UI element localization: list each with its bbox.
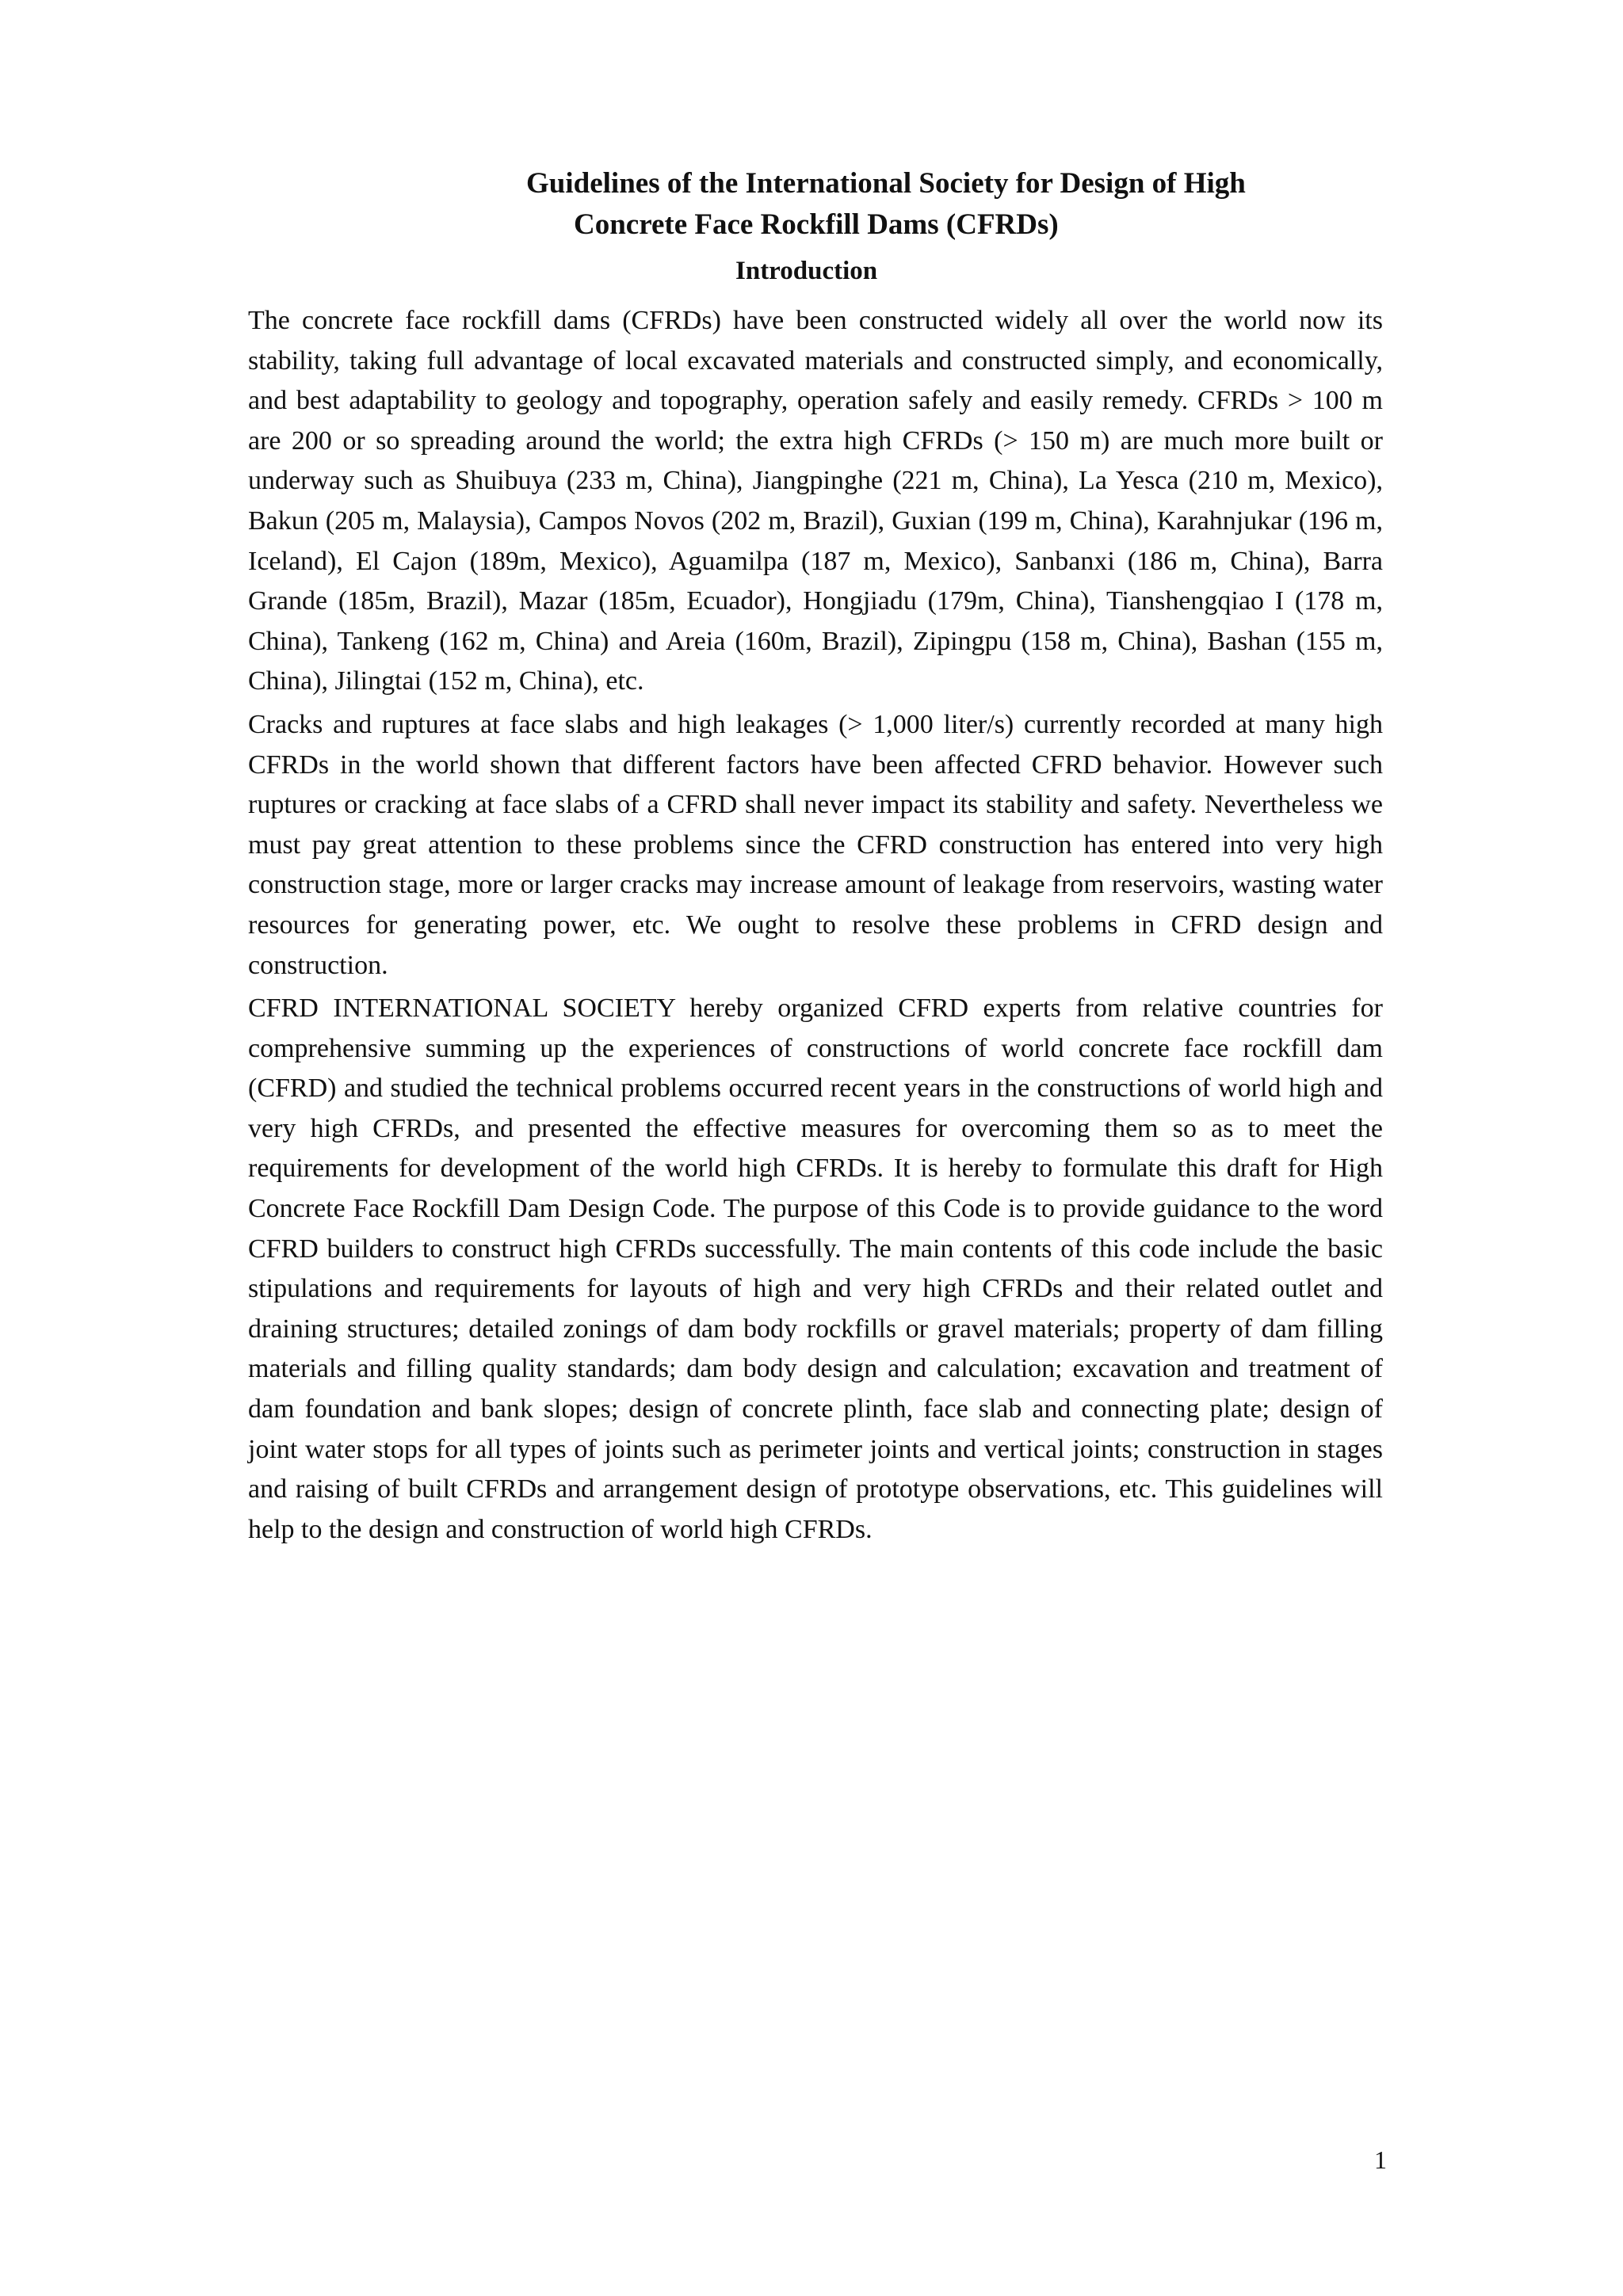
document-title-line-1: Guidelines of the International Society for Design of High [526, 167, 1246, 200]
section-heading-introduction: Introduction [735, 257, 878, 285]
paragraph-2: Cracks and ruptures at face slabs and high leakages (> 1,000 liter/s) currently recorded at many high CFRDs in the world shown that different factors have been affected CFRD behavior. However such ruptures or cracking at face slabs of a CFRD shall never impact its stability and safety. Nevertheless we must pay great attention to these problems since the CFRD construction has entered into very high construction stage, more or larger cracks may increase amount of leakage from reservoirs, wasting water resources for generating power, etc. We ought to resolve these problems in CFRD design and construction. [248, 709, 1383, 980]
paragraph-3: CFRD INTERNATIONAL SOCIETY hereby organized CFRD experts from relative countries for comprehensive summing up the experiences of constructions of world concrete face rockfill dam (CFRD) and studied the technical problems occurred recent years in the constructions of world high and very high CFRDs, and presented the effective measures for overcoming them so as to meet the requirements for development of the world high CFRDs. It is hereby to formulate this draft for High Concrete Face Rockfill Dam Design Code. The purpose of this Code is to provide guidance to the word CFRD builders to construct high CFRDs successfully. The main contents of this code include the basic stipulations and requirements for layouts of high and very high CFRDs and their related outlet and draining structures; detailed zonings of dam body rockfills or gravel materials; property of dam filling materials and filling quality standards; dam body design and calculation; excavation and treatment of dam foundation and bank slopes; design of concrete plinth, face slab and connecting plate; design of joint water stops for all types of joints such as perimeter joints and vertical joints; construction in stages and raising of built CFRDs and arrangement design of prototype observations, etc. This guidelines will help to the design and construction of world high CFRDs. [248, 994, 1383, 1544]
document-title-line-2: Concrete Face Rockfill Dams (CFRDs) [574, 208, 1059, 241]
page-number: 1 [1374, 2145, 1387, 2174]
body-text [248, 301, 1383, 1553]
paragraph-1: The concrete face rockfill dams (CFRDs) have been constructed widely all over the world now its stability, taking full advantage of local excavated materials and constructed simply, and economically, and best adaptability to geology and topography, operation safely and easily remedy. CFRDs > 100 m are 200 or so spreading around the world; the extra high CFRDs (> 150 m) are much more built or underway such as Shuibuya (233 m, China), Jiangpinghe (221 m, China), La Yesca (210 m, Mexico), Bakun (205 m, Malaysia), Campos Novos (202 m, Brazil), Guxian (199 m, China), Karahnjukar (196 m, Iceland), El Cajon (189m, Mexico), Aguamilpa (187 m, Mexico), Sanbanxi (186 m, China), Barra Grande (185m, Brazil), Mazar (185m, Ecuador), Hongjiadu (179m, China), Tianshengqiao I (178 m, China), Tankeng (162 m, China) and Areia (160m, Brazil), Zipingpu (158 m, China), Bashan (155 m, China), Jilingtai (152 m, China), etc. [248, 306, 1383, 696]
